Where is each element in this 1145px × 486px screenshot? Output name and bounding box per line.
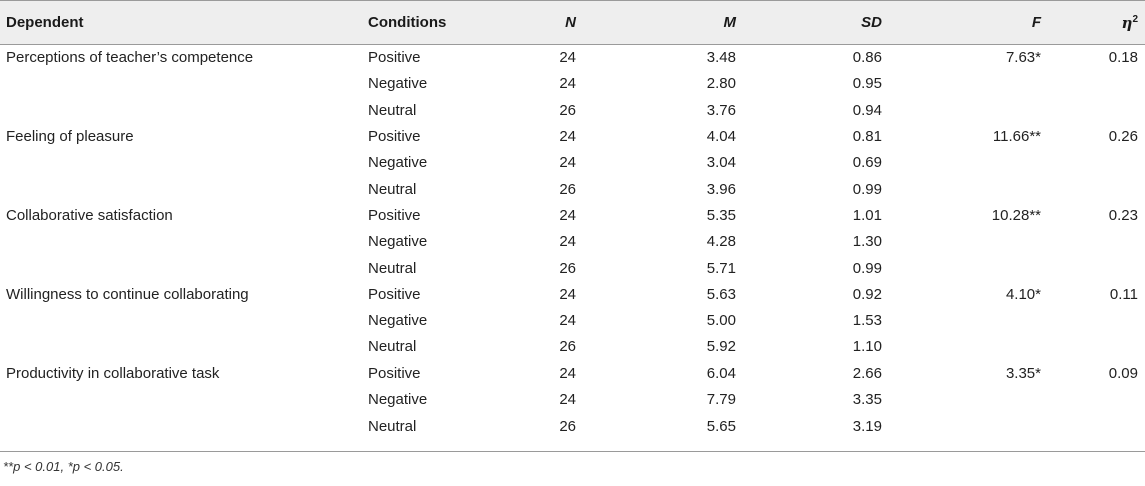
cell-condition: Positive — [368, 364, 421, 382]
cell-m: 3.04 — [706, 154, 736, 172]
cell-n: 26 — [559, 338, 576, 356]
cell-eta-squared: 0.18 — [1108, 49, 1138, 67]
cell-dependent — [0, 413, 368, 452]
table-row — [0, 281, 1145, 307]
cell-f — [882, 150, 1041, 176]
cell-eta-squared — [1041, 334, 1145, 360]
cell-m: 5.92 — [706, 338, 736, 356]
cell-n: 26 — [508, 413, 576, 452]
cell-m: 3.96 — [706, 180, 736, 198]
cell-condition: Positive — [368, 128, 421, 146]
cell-eta-squared — [1041, 71, 1145, 97]
cell-n: 24 — [559, 312, 576, 330]
cell-dependent: Willingness to continue collaborating — [6, 285, 249, 303]
cell-f — [882, 307, 1041, 333]
cell-n: 24 — [559, 154, 576, 172]
cell-sd: 0.92 — [852, 285, 882, 303]
cell-dependent — [0, 334, 368, 360]
eta-superscript: 2 — [1132, 13, 1138, 25]
cell-condition: Neutral — [368, 338, 417, 356]
cell-m: 5.63 — [706, 285, 736, 303]
cell-sd: 3.19 — [736, 413, 882, 452]
cell-sd: 0.95 — [852, 75, 882, 93]
cell-f: 10.28** — [991, 206, 1041, 224]
table-row — [0, 176, 1145, 202]
table-row — [0, 123, 1145, 149]
cell-condition: Negative — [368, 154, 428, 172]
cell-f: 7.63* — [1005, 49, 1041, 67]
cell-sd: 2.66 — [852, 364, 882, 382]
cell-sd: 1.53 — [852, 312, 882, 330]
cell-eta-squared — [1041, 413, 1145, 452]
cell-f — [882, 176, 1041, 202]
cell-eta-squared: 0.23 — [1108, 206, 1138, 224]
cell-dependent — [0, 255, 368, 281]
cell-n: 24 — [559, 75, 576, 93]
cell-sd: 0.86 — [852, 49, 882, 67]
header-row — [0, 1, 1145, 45]
cell-sd: 3.35 — [852, 391, 882, 408]
cell-eta-squared: 0.11 — [1109, 285, 1138, 303]
table-row — [0, 71, 1145, 97]
cell-sd: 0.81 — [852, 128, 882, 146]
cell-eta-squared: 0.09 — [1108, 364, 1138, 382]
cell-m: 3.76 — [706, 101, 736, 119]
cell-condition: Negative — [368, 233, 428, 251]
cell-f — [882, 413, 1041, 452]
cell-dependent: Productivity in collaborative task — [6, 364, 220, 382]
cell-n: 24 — [559, 49, 576, 67]
cell-m: 6.04 — [706, 364, 736, 382]
cell-m: 4.28 — [706, 233, 736, 251]
cell-f: 11.66** — [992, 128, 1041, 146]
cell-sd: 1.30 — [852, 233, 882, 251]
cell-dependent: Collaborative satisfaction — [6, 206, 173, 224]
cell-eta-squared: 0.26 — [1108, 128, 1138, 146]
cell-f — [882, 229, 1041, 255]
cell-m: 5.71 — [706, 259, 736, 277]
eta-symbol: η — [1121, 13, 1133, 32]
cell-n: 24 — [559, 285, 576, 303]
cell-condition: Neutral — [368, 101, 417, 119]
cell-m: 5.65 — [576, 413, 736, 452]
cell-condition: Negative — [368, 75, 428, 93]
cell-m: 5.35 — [706, 206, 736, 224]
header-dependent: Dependent — [0, 1, 368, 45]
cell-sd: 0.99 — [852, 259, 882, 277]
cell-f — [882, 334, 1041, 360]
cell-f: 3.35* — [1005, 364, 1041, 382]
cell-m: 5.00 — [706, 312, 736, 330]
header-n: N — [508, 1, 576, 45]
cell-n: 26 — [559, 180, 576, 198]
cell-dependent: Feeling of pleasure — [6, 128, 134, 146]
cell-sd: 1.01 — [852, 206, 882, 224]
header-sd: SD — [736, 1, 882, 45]
header-m: M — [576, 1, 736, 45]
cell-sd: 0.69 — [852, 154, 882, 172]
cell-dependent — [0, 229, 368, 255]
table-row — [0, 229, 1145, 255]
table-row — [0, 386, 1145, 412]
table-row — [0, 255, 1145, 281]
table-row — [0, 97, 1145, 123]
cell-sd: 1.10 — [852, 338, 882, 356]
cell-dependent — [0, 307, 368, 333]
cell-m: 3.48 — [706, 49, 736, 67]
cell-eta-squared — [1041, 307, 1145, 333]
cell-dependent — [0, 71, 368, 97]
cell-condition: Neutral — [368, 180, 417, 198]
cell-condition: Positive — [368, 49, 421, 67]
cell-condition: Negative — [368, 312, 428, 330]
cell-f — [882, 255, 1041, 281]
cell-eta-squared — [1041, 176, 1145, 202]
cell-n: 24 — [559, 233, 576, 251]
table-row — [0, 307, 1145, 333]
cell-eta-squared — [1041, 97, 1145, 123]
cell-dependent: Perceptions of teacher’s competence — [6, 49, 254, 67]
cell-sd: 0.99 — [852, 180, 882, 198]
cell-f: 4.10* — [1005, 285, 1041, 303]
cell-condition: Neutral — [368, 259, 417, 277]
cell-dependent — [0, 150, 368, 176]
cell-n: 24 — [559, 206, 576, 224]
cell-condition: Positive — [368, 206, 421, 224]
cell-m: 2.80 — [706, 75, 736, 93]
table-row — [0, 413, 1145, 452]
cell-m: 7.79 — [706, 391, 736, 408]
table-row — [0, 334, 1145, 360]
cell-eta-squared — [1041, 150, 1145, 176]
cell-condition: Negative — [368, 391, 428, 408]
table-row — [0, 360, 1145, 386]
cell-eta-squared — [1041, 255, 1145, 281]
cell-n: 26 — [559, 101, 576, 119]
cell-eta-squared — [1041, 386, 1145, 412]
cell-n: 24 — [559, 128, 576, 146]
cell-f — [882, 97, 1041, 123]
header-conditions: Conditions — [368, 1, 508, 45]
cell-m: 4.04 — [706, 128, 736, 146]
cell-condition: Neutral — [368, 413, 508, 452]
cell-dependent — [0, 97, 368, 123]
cell-condition: Positive — [368, 285, 421, 303]
table-body — [0, 45, 1145, 452]
cell-sd: 0.94 — [852, 101, 882, 119]
table-header — [0, 1, 1145, 45]
cell-n: 24 — [559, 364, 576, 382]
cell-n: 24 — [559, 391, 576, 408]
cell-eta-squared — [1041, 229, 1145, 255]
header-f: F — [882, 1, 1041, 45]
cell-f — [882, 71, 1041, 97]
cell-f — [882, 386, 1041, 412]
table-row — [0, 202, 1145, 228]
table-footnote: **p < 0.01, *p < 0.05. — [3, 459, 124, 474]
cell-dependent — [0, 176, 368, 202]
cell-n: 26 — [559, 259, 576, 277]
header-eta-squared — [1041, 1, 1145, 45]
table-row — [0, 150, 1145, 176]
table-row — [0, 45, 1145, 71]
cell-dependent — [0, 386, 368, 412]
